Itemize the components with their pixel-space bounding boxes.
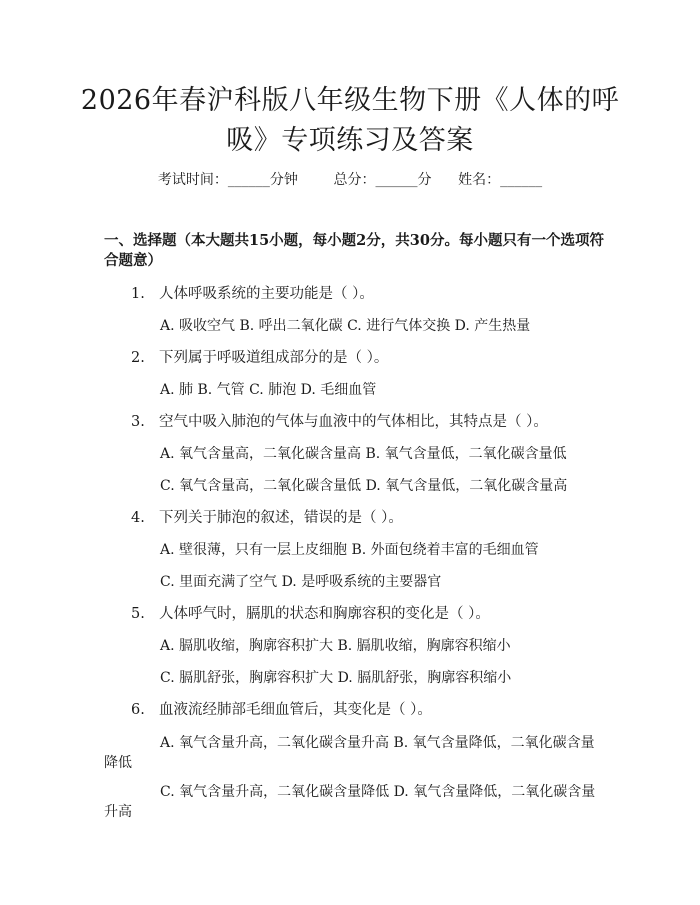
question-text: 下列关于肺泡的叙述，错误的是（ ）。 [159,510,403,526]
question-text: 人体呼气时，膈肌的状态和胸廓容积的变化是（ ）。 [159,606,490,622]
question-text: 下列属于呼吸道组成部分的是（ ）。 [159,350,389,366]
question-6-options-cd-continued: 升高 [104,804,132,820]
question-1-options: A. 吸收空气 B. 呼出二氧化碳 C. 进行气体交换 D. 产生热量 [160,318,531,334]
question-text: 人体呼吸系统的主要功能是（ ）。 [159,286,374,302]
question-4 [131,508,403,528]
question-1 [131,284,374,304]
question-3-options-ab: A. 氧气含量高，二氧化碳含量高 B. 氧气含量低，二氧化碳含量低 [160,446,567,462]
question-number: 5. [131,606,145,622]
question-number: 6. [131,702,145,718]
question-number: 4. [131,510,145,526]
question-number: 2. [131,350,145,366]
question-5 [131,604,490,624]
question-5-options-cd: C. 膈肌舒张，胸廓容积扩大 D. 膈肌舒张，胸廓容积缩小 [160,670,512,686]
document-title-line2: 吸》专项练习及答案 [226,125,474,156]
question-6-options-ab-continued: 降低 [104,755,132,771]
question-3 [131,412,548,432]
exam-name: 姓名：______ [458,172,543,188]
question-5-options-ab: A. 膈肌收缩，胸廓容积扩大 B. 膈肌收缩，胸廓容积缩小 [160,638,511,654]
section-heading-line1: 一、选择题（本大题共15小题，每小题2分，共30分。每小题只有一个选项符 [104,232,604,249]
exam-info [0,170,700,190]
question-4-options-ab: A. 壁很薄，只有一层上皮细胞 B. 外面包绕着丰富的毛细血管 [160,542,539,558]
question-6-options-ab: A. 氧气含量升高，二氧化碳含量升高 B. 氧气含量降低，二氧化碳含量 [160,735,595,751]
section-heading-line2: 合题意） [104,252,162,269]
question-6-options-cd: C. 氧气含量升高，二氧化碳含量降低 D. 氧气含量降低，二氧化碳含量 [160,784,596,800]
question-number: 1. [131,286,145,302]
question-2 [131,348,388,368]
exam-time: 考试时间：______分钟 [157,172,298,188]
question-text: 血液流经肺部毛细血管后，其变化是（ ）。 [159,702,432,718]
question-number: 3. [131,414,145,430]
question-2-options: A. 肺 B. 气管 C. 肺泡 D. 毛细血管 [160,382,377,398]
question-6 [131,700,432,720]
exam-score: 总分：______分 [333,172,432,188]
document-title-line1: 2026年春沪科版八年级生物下册《人体的呼 [80,85,620,116]
question-4-options-cd: C. 里面充满了空气 D. 是呼吸系统的主要器官 [160,574,442,590]
question-3-options-cd: C. 氧气含量高，二氧化碳含量低 D. 氧气含量低，二氧化碳含量高 [160,478,568,494]
question-text: 空气中吸入肺泡的气体与血液中的气体相比，其特点是（ ）。 [159,414,548,430]
